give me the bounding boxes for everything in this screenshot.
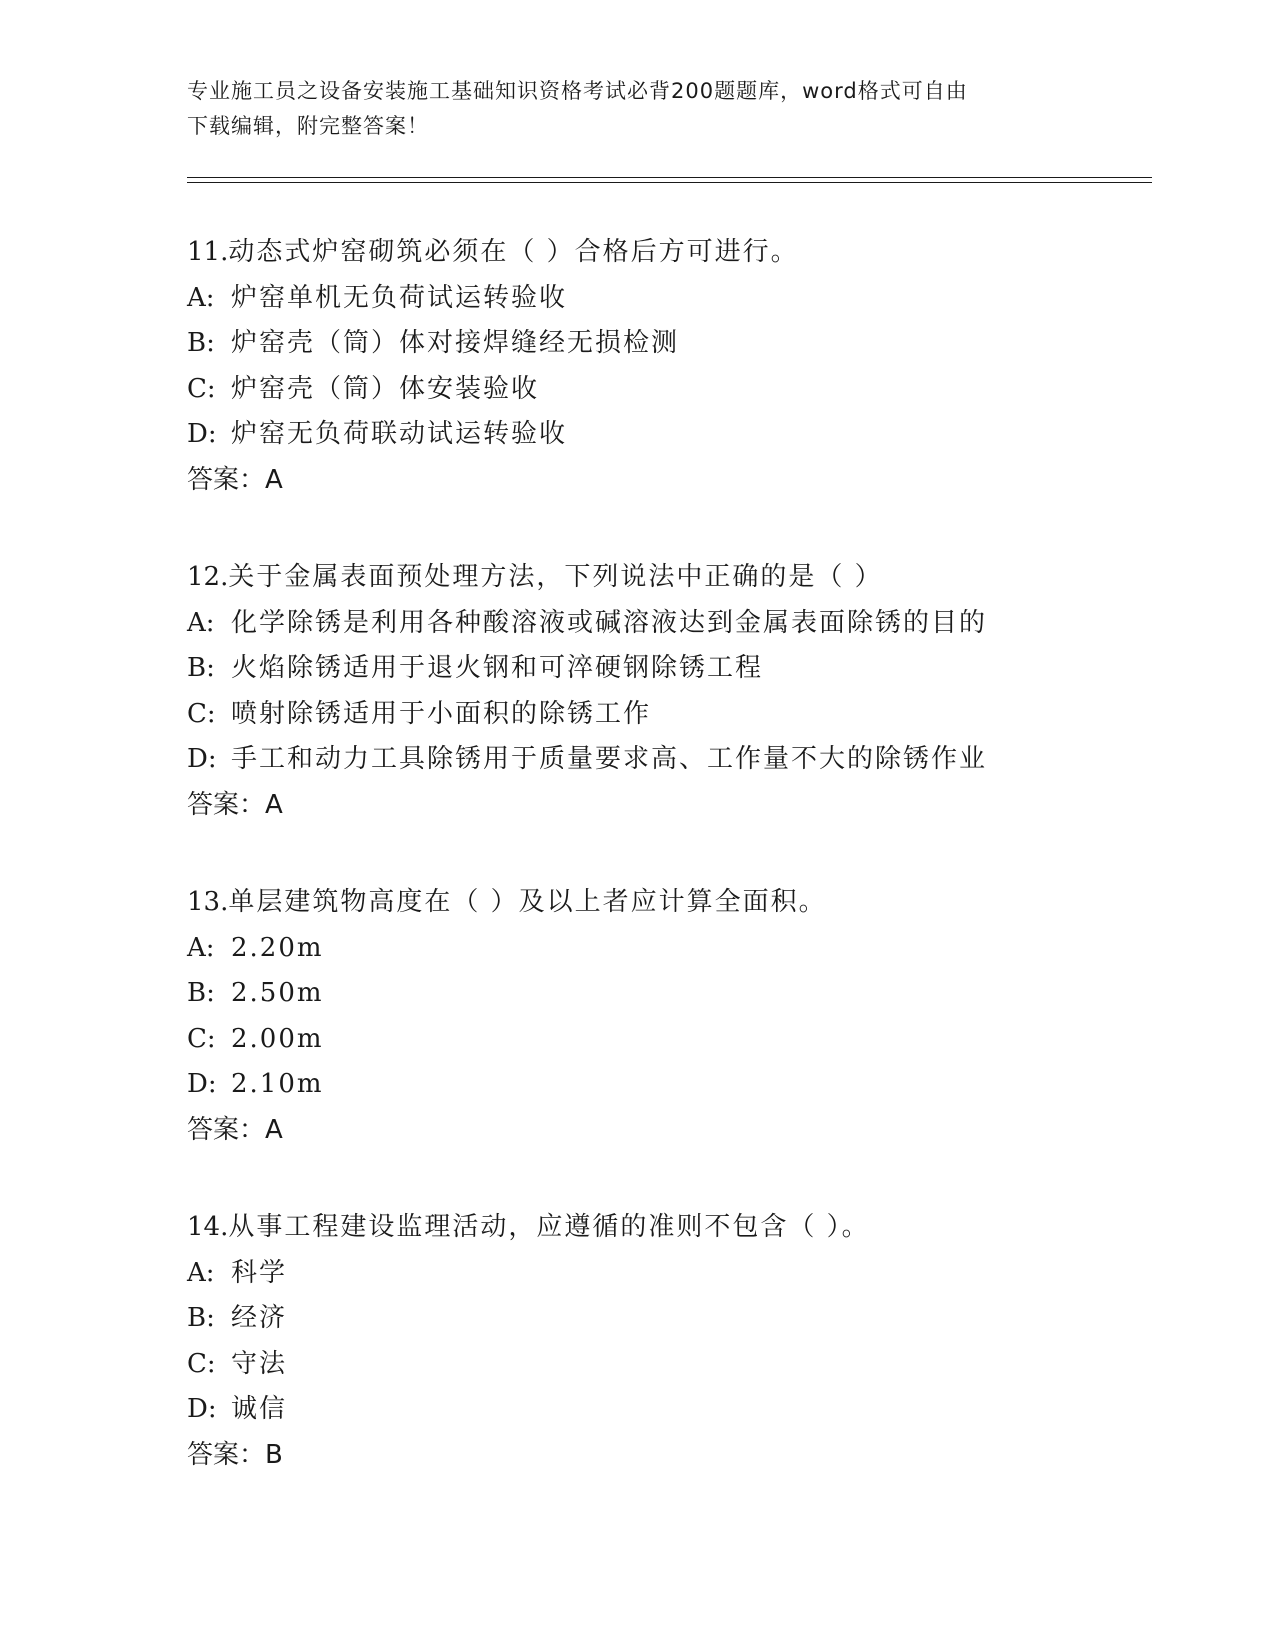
question-list (187, 230, 1187, 1530)
option-text: 2.20m (231, 932, 324, 963)
option-b (187, 321, 1187, 367)
option-text: 2.00m (231, 1023, 324, 1054)
option-b (187, 971, 1187, 1017)
answer-line: 答案：B (187, 1439, 283, 1470)
question-11 (187, 230, 1187, 503)
option-c (187, 1342, 1187, 1388)
question-text: 关于金属表面预处理方法，下列说法中正确的是（ ） (228, 562, 883, 592)
question-stem (187, 1205, 1187, 1251)
question-12 (187, 555, 1187, 828)
option-text: 炉窑单机无负荷试运转验收 (231, 282, 568, 313)
option-letter: D: (187, 1069, 217, 1099)
option-letter: A: (187, 1257, 215, 1288)
option-text: 炉窑壳（筒）体对接焊缝经无损检测 (231, 328, 680, 358)
option-text: 化学除锈是利用各种酸溶液或碱溶液达到金属表面除锈的目的 (231, 607, 988, 638)
question-number: 14. (187, 1212, 229, 1242)
option-letter: B: (187, 1303, 215, 1333)
header-divider-bottom (187, 182, 1152, 183)
question-stem (187, 230, 1187, 276)
answer-line: 答案：A (187, 789, 283, 820)
option-text: 经济 (231, 1303, 288, 1333)
option-text: 炉窑壳（筒）体安装验收 (231, 373, 540, 404)
option-a (187, 276, 1187, 322)
option-letter: B: (187, 978, 215, 1008)
option-letter: C: (187, 373, 216, 404)
option-text: 炉窑无负荷联动试运转验收 (231, 419, 568, 449)
header-line-2: 下载编辑，附完整答案！ (187, 114, 429, 138)
option-letter: A: (187, 282, 215, 313)
option-letter: D: (187, 1394, 217, 1424)
header-divider-top (187, 177, 1152, 178)
document-header (187, 74, 1067, 144)
option-c (187, 1017, 1187, 1063)
option-letter: B: (187, 328, 215, 358)
answer-line: 答案：A (187, 1114, 283, 1145)
question-text: 动态式炉窑砌筑必须在（ ）合格后方可进行。 (228, 237, 799, 267)
option-text: 2.10m (231, 1069, 324, 1099)
option-a (187, 601, 1187, 647)
option-c (187, 692, 1187, 738)
question-number: 12. (187, 562, 229, 592)
question-13 (187, 880, 1187, 1153)
option-text: 2.50m (231, 978, 324, 1008)
option-a (187, 926, 1187, 972)
question-text: 单层建筑物高度在（ ）及以上者应计算全面积。 (228, 887, 827, 917)
option-b (187, 646, 1187, 692)
question-stem (187, 880, 1187, 926)
option-letter: A: (187, 932, 215, 963)
option-d (187, 1387, 1187, 1433)
option-d (187, 1062, 1187, 1108)
question-text: 从事工程建设监理活动，应遵循的准则不包含（ ）。 (228, 1212, 870, 1242)
option-text: 守法 (231, 1348, 288, 1379)
option-text: 科学 (231, 1257, 288, 1288)
option-letter: D: (187, 419, 217, 449)
question-stem (187, 555, 1187, 601)
option-d (187, 737, 1187, 783)
option-letter: C: (187, 1023, 216, 1054)
option-text: 诚信 (231, 1394, 288, 1424)
option-a (187, 1251, 1187, 1297)
question-14 (187, 1205, 1187, 1478)
option-text: 手工和动力工具除锈用于质量要求高、工作量不大的除锈作业 (231, 744, 988, 774)
question-number: 11. (187, 237, 229, 267)
answer-line: 答案：A (187, 464, 283, 495)
option-b (187, 1296, 1187, 1342)
option-c (187, 367, 1187, 413)
header-line-1: 专业施工员之设备安装施工基础知识资格考试必背200题题库，word格式可自由 (187, 79, 968, 103)
option-letter: C: (187, 698, 216, 729)
option-letter: B: (187, 653, 215, 683)
option-text: 火焰除锈适用于退火钢和可淬硬钢除锈工程 (231, 653, 764, 683)
question-number: 13. (187, 887, 229, 917)
option-letter: C: (187, 1348, 216, 1379)
option-letter: D: (187, 744, 217, 774)
option-d (187, 412, 1187, 458)
option-text: 喷射除锈适用于小面积的除锈工作 (231, 698, 652, 729)
option-letter: A: (187, 607, 215, 638)
